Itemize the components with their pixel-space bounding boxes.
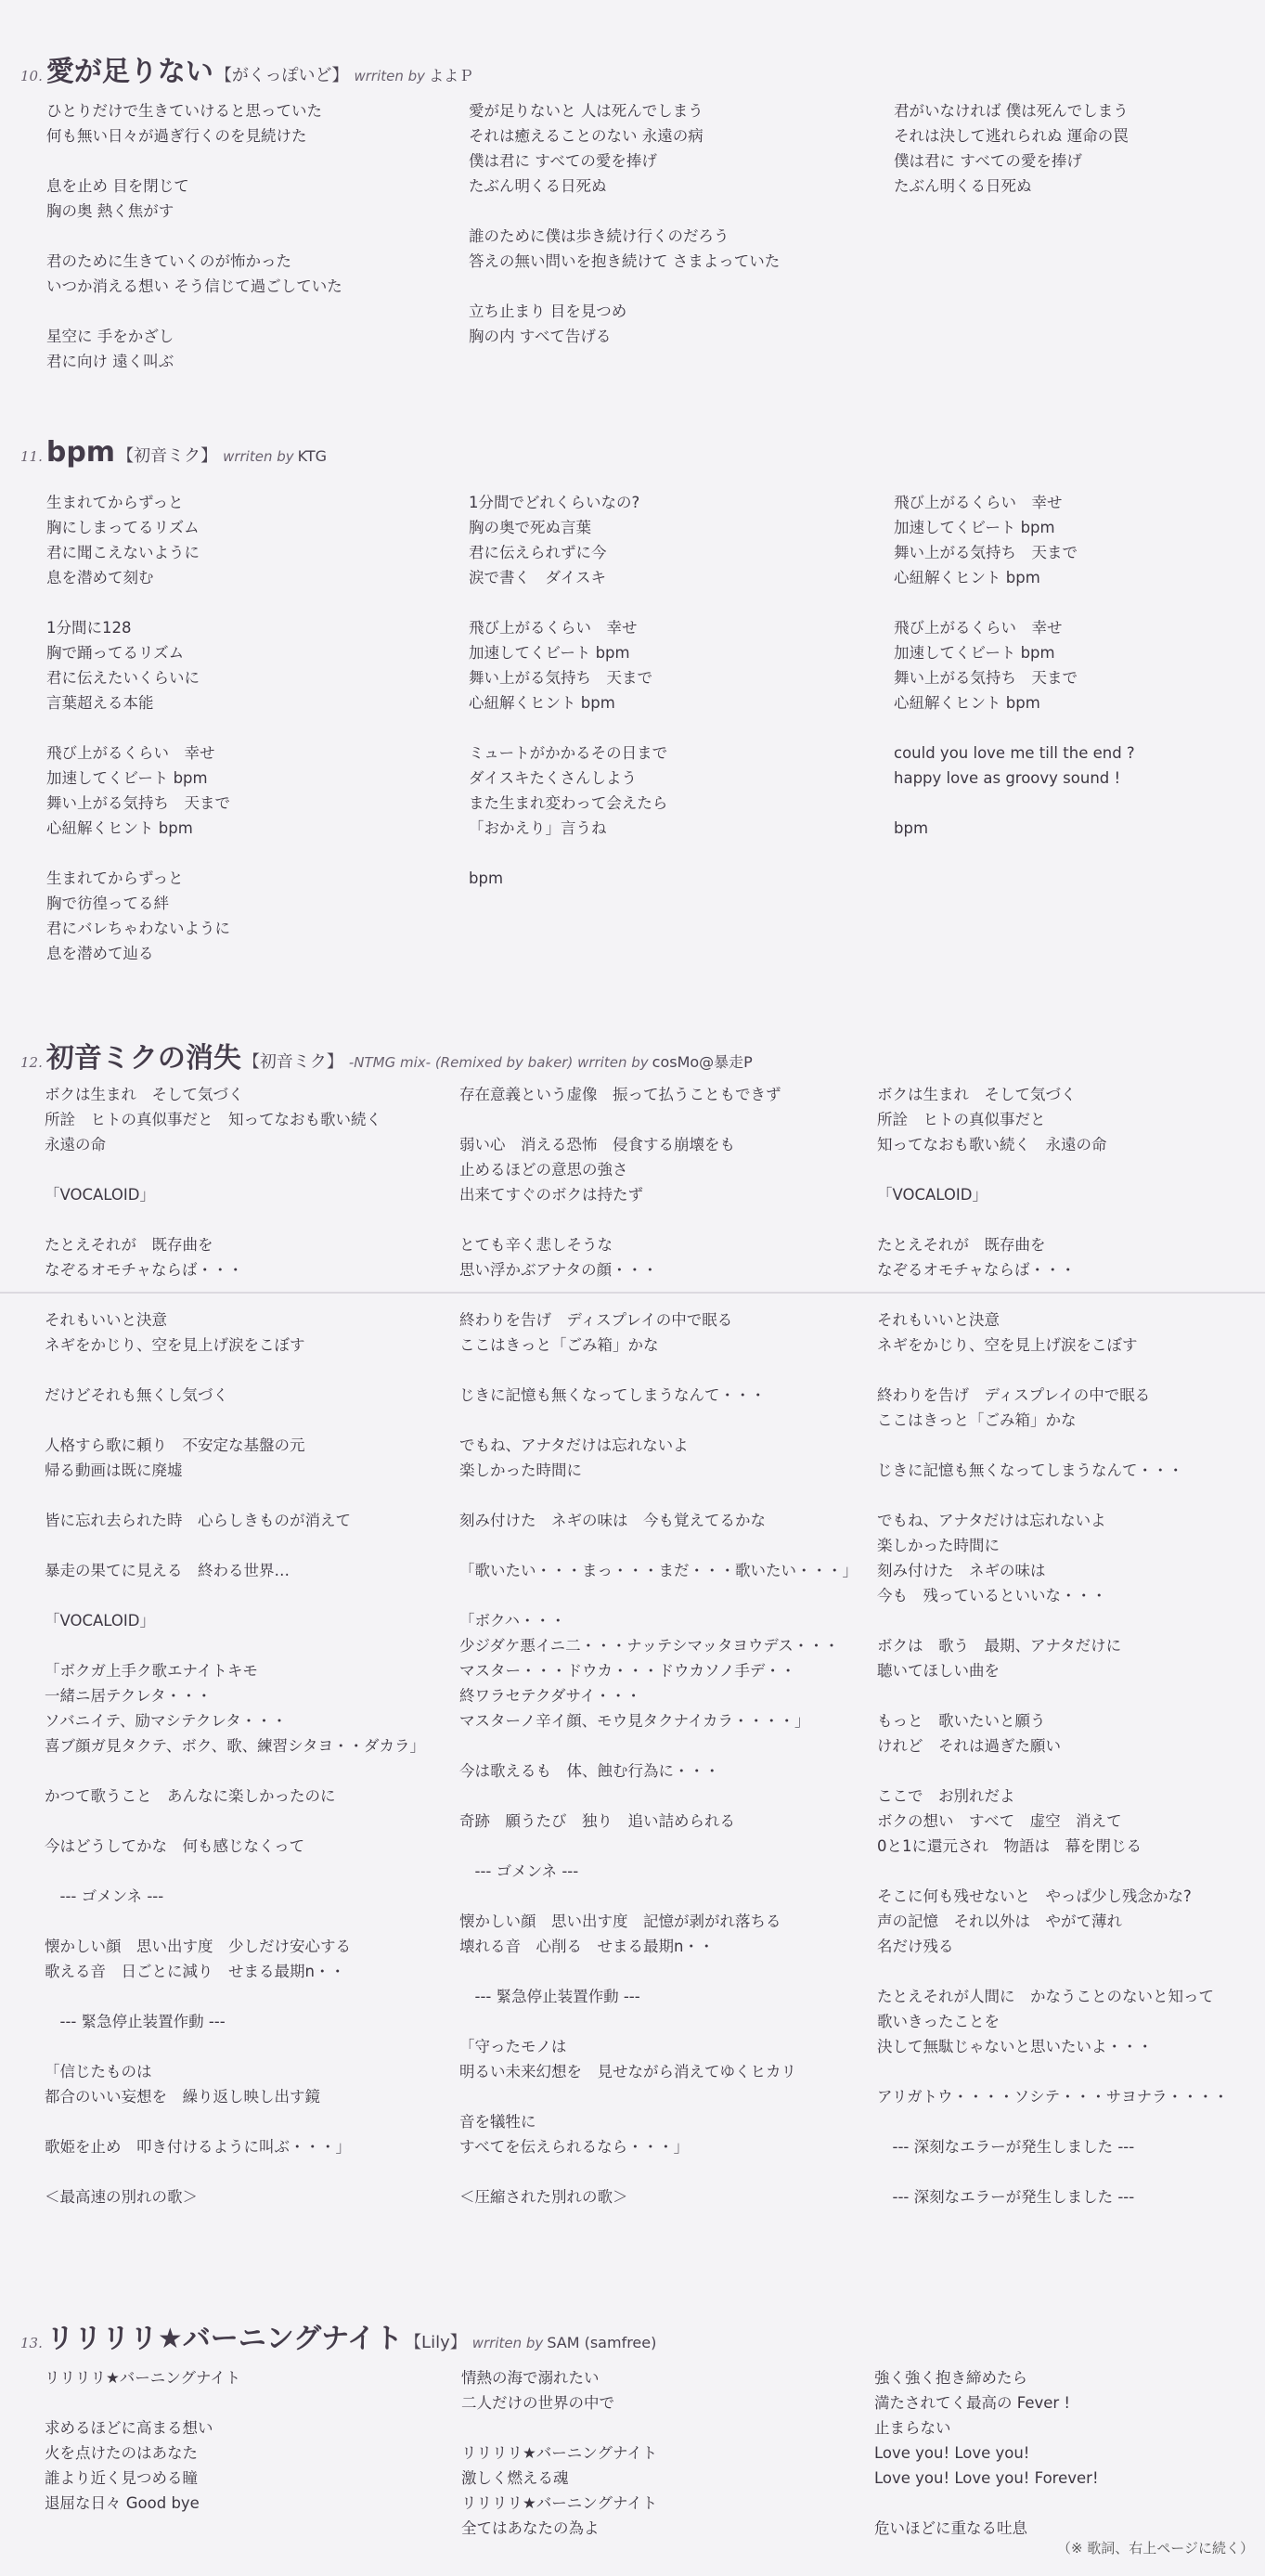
lyric-line [45, 1207, 458, 1232]
lyric-line: 弱い心 消える恐怖 侵食する崩壊をも [459, 1136, 735, 1153]
lyric-line: 君に伝えたいくらいに [46, 669, 200, 687]
lyric-line: 加速してくビート bpm [469, 644, 630, 662]
lyric-line: 退屈な日々 Good bye [45, 2494, 200, 2512]
lyric-line: 何も無い日々が過ぎ行くのを見続けた [46, 127, 307, 145]
song-header [20, 436, 327, 469]
lyric-line [45, 1282, 458, 1307]
lyric-line: 強く強く抱き締めたら [874, 2369, 1027, 2387]
lyric-line: たぶん明くる日死ぬ [894, 177, 1032, 195]
lyric-line [877, 2059, 1258, 2084]
song-header [20, 1035, 753, 1075]
lyric-line: 生まれてからずっと [46, 494, 184, 511]
lyric-line: 所詮 ヒトの真似事だと [877, 1111, 1046, 1128]
lyric-line: 答えの無い問いを抱き続けて さまよっていた [469, 252, 781, 270]
lyric-line [45, 1809, 458, 1834]
lyric-line [45, 1583, 458, 1608]
lyric-line: 1分間に128 [46, 619, 132, 637]
lyric-line: 歌姫を止め 叩き付けるように叫ぶ・・・」 [45, 2138, 351, 2156]
lyric-line: --- 深刻なエラーが発生しました --- [877, 2188, 1135, 2206]
lyric-line [46, 841, 455, 866]
lyric-line: たとえそれが人間に かなうことのないと知って [877, 1988, 1214, 2005]
vocaloid-tag: 【Lily】 [405, 2333, 467, 2352]
lyric-line [459, 1533, 877, 1558]
written-by-label: wrriten by [354, 68, 426, 84]
lyric-line: マスター・・・ドウカ・・・ドウカソノ手デ・・ [459, 1662, 796, 1680]
lyric-line [894, 715, 1256, 741]
lyric-line: 加速してくビート bpm [46, 769, 208, 787]
lyric-line: 火を点けたのはあなた [45, 2444, 198, 2462]
lyric-line: 所詮 ヒトの真似事だと 知ってなおも歌い続く [45, 1111, 381, 1128]
lyric-line [459, 1834, 877, 1859]
lyric-line: 今はどうしてかな 何も感じなくって [45, 1837, 305, 1855]
lyric-line: 暴走の果てに見える 終わる世界… [45, 1562, 290, 1579]
lyric-line: 求めるほどに高まる想い [45, 2419, 213, 2437]
lyric-line [877, 2159, 1258, 2184]
lyric-line [46, 299, 455, 324]
track-number: 10. [20, 68, 43, 84]
lyric-line: 「ボクガ上手ク歌エナイトキモ [45, 1662, 258, 1680]
lyric-line [45, 1758, 458, 1784]
lyric-line [45, 2390, 453, 2415]
lyric-line: Love you! Love you! [874, 2444, 1030, 2462]
lyrics-column-3 [894, 490, 1256, 841]
lyric-line: 満たされてく最高の Fever ! [874, 2394, 1071, 2412]
lyric-line: --- ゴメンネ --- [45, 1887, 164, 1905]
lyric-line [877, 1608, 1258, 1633]
lyric-line: ＜圧縮された別れの歌＞ [459, 2188, 628, 2206]
lyric-line: ボクは 歌う 最期、アナタだけに [877, 1637, 1122, 1655]
lyrics-column-2 [469, 490, 877, 891]
lyric-line: ミュートがかかるその日まで [469, 744, 668, 762]
lyric-line [874, 2491, 1246, 2516]
lyric-line [459, 2009, 877, 2034]
lyric-line [45, 1157, 458, 1182]
lyric-line: --- 深刻なエラーが発生しました --- [877, 2138, 1135, 2156]
lyric-line: アリガトウ・・・・ソシテ・・・サヨナラ・・・・ [877, 2088, 1229, 2106]
lyric-line: bpm [469, 869, 504, 887]
lyric-line: Love you! Love you! Forever! [874, 2469, 1099, 2487]
author: KTG [297, 447, 328, 465]
lyric-line: 「おかえり」言うね [469, 819, 607, 837]
lyric-line [461, 2415, 870, 2441]
lyric-line [46, 148, 455, 174]
lyrics-column-1 [45, 2365, 453, 2516]
lyric-line: 胸で踊ってるリズム [46, 644, 185, 662]
lyric-line [45, 2159, 458, 2184]
lyric-line: 心紐解くヒント bpm [894, 694, 1040, 712]
lyric-line: また生まれ変わって会えたら [469, 794, 668, 812]
lyrics-column-2 [459, 1082, 877, 2209]
lyric-line [469, 590, 877, 615]
lyric-line: 決して無駄じゃないと思いたいよ・・・ [877, 2038, 1153, 2055]
track-number: 12. [20, 1054, 43, 1071]
lyric-line [45, 1633, 458, 1658]
lyric-line: 胸の奥で死ぬ言葉 [469, 519, 591, 536]
lyric-line: 舞い上がる気持ち 天まで [894, 544, 1078, 561]
lyric-line: なぞるオモチャならば・・・ [45, 1261, 244, 1279]
lyric-line [469, 199, 877, 224]
lyric-line [459, 1483, 877, 1508]
lyric-line [877, 2109, 1258, 2134]
lyric-line: そこに何も残せないと やっぱ少し残念かな? [877, 1887, 1192, 1905]
lyric-line: 今も 残っているといいな・・・ [877, 1587, 1107, 1604]
lyric-line: 情熱の海で溺れたい [461, 2369, 600, 2387]
lyric-line: 刻み付けた ネギの味は 今も覚えてるかな [459, 1512, 766, 1529]
lyric-line: --- 緊急停止装置作動 --- [459, 1988, 640, 2005]
lyric-line [877, 1859, 1258, 1884]
lyric-line: 飛び上がるくらい 幸せ [46, 744, 215, 762]
lyric-line: 舞い上がる気持ち 天まで [469, 669, 652, 687]
lyric-line: 懐かしい顔 思い出す度 記憶が剥がれ落ちる [459, 1913, 781, 1930]
lyric-line: 少ジダケ悪イニ二・・・ナッテシマッタヨウデス・・・ [459, 1637, 840, 1655]
lyrics-column-1 [45, 1082, 458, 2209]
lyric-line: 星空に 手をかざし [46, 328, 174, 345]
lyric-line: ここはきっと「ごみ箱」かな [877, 1411, 1077, 1429]
lyric-line: 君に聞こえないように [46, 544, 200, 561]
vocaloid-tag: 【初音ミク】 [242, 1052, 343, 1072]
lyric-line: 刻み付けた ネギの味は [877, 1562, 1046, 1579]
lyric-line: 帰る動画は既に廃墟 [45, 1462, 183, 1479]
lyric-line: 飛び上がるくらい 幸せ [894, 619, 1063, 637]
lyric-line: 激しく燃える魂 [461, 2469, 569, 2487]
lyrics-column-2 [469, 98, 877, 349]
lyric-line: 舞い上がる気持ち 天まで [46, 794, 230, 812]
lyric-line: かつて歌うこと あんなに楽しかったのに [45, 1787, 336, 1805]
lyric-line: 終ワラセテクダサイ・・・ [459, 1687, 641, 1705]
lyric-line: 誰より近く見つめる瞳 [45, 2469, 198, 2487]
track-number: 13. [20, 2335, 43, 2351]
lyric-line: 楽しかった時間に [877, 1537, 1000, 1554]
lyric-line: 「VOCALOID」 [45, 1186, 155, 1204]
song-header [20, 2315, 656, 2356]
song-title: 愛が足りない [45, 56, 213, 88]
lyric-line [877, 1683, 1258, 1708]
lyric-line: ひとりだけで生きていけると思っていた [46, 102, 322, 120]
lyric-line: それもいいと決意 [877, 1311, 1000, 1329]
lyric-line [459, 1282, 877, 1307]
lyric-line: 加速してくビート bpm [894, 644, 1055, 662]
lyric-line: リリリリ★バーニングナイト [461, 2444, 658, 2462]
lyric-line: 終わりを告げ ディスプレイの中で眠る [459, 1311, 733, 1329]
lyric-line: 思い浮かぶアナタの顔・・・ [459, 1261, 658, 1279]
lyric-line: たとえそれが 既存曲を [45, 1236, 213, 1254]
author: よよＰ [429, 67, 474, 84]
lyric-line: ソバニイテ、励マシテクレタ・・・ [45, 1712, 288, 1730]
lyric-line: ネギをかじり、空を見上げ涙をこぼす [877, 1336, 1138, 1354]
lyric-line: --- 緊急停止装置作動 --- [45, 2013, 226, 2030]
lyric-line: 都合のいい妄想を 繰り返し映し出す鏡 [45, 2088, 320, 2106]
lyric-line: 息を潜めて刻む [46, 569, 154, 586]
lyric-line: 君のために生きていくのが怖かった [46, 252, 291, 270]
lyric-line: けれど それは過ぎた願い [877, 1737, 1061, 1755]
lyric-line: 胸にしまってるリズム [46, 519, 200, 536]
lyric-line: 心紐解くヒント bpm [469, 694, 615, 712]
lyric-line: 全てはあなたの為よ [461, 2519, 600, 2537]
lyric-line: --- ゴメンネ --- [459, 1862, 579, 1880]
lyric-line: それもいいと決意 [45, 1311, 167, 1329]
lyric-line: 胸で彷徨ってる絆 [46, 895, 169, 912]
lyric-line: could you love me till the end ? [894, 744, 1135, 762]
lyric-line: 名だけ残る [877, 1938, 954, 1955]
lyric-line [459, 1733, 877, 1758]
lyric-line: たぶん明くる日死ぬ [469, 177, 607, 195]
lyric-line [877, 1207, 1258, 1232]
lyric-line: 壊れる音 心削る せまる最期n・・ [459, 1938, 715, 1955]
lyric-line [894, 791, 1256, 816]
lyric-line [894, 590, 1256, 615]
lyric-line [459, 1884, 877, 1909]
lyric-line [459, 1959, 877, 1984]
lyric-line: 胸の奥 熱く焦がす [46, 202, 174, 220]
lyric-line [45, 1533, 458, 1558]
lyric-line: bpm [894, 819, 929, 837]
author: SAM (samfree) [547, 2334, 657, 2351]
lyric-line [459, 2159, 877, 2184]
lyric-line: 君にバレちゃわないように [46, 920, 230, 937]
vocaloid-tag: 【がくっぽいど】 [214, 66, 349, 85]
lyric-line: とても辛く悲しそうな [459, 1236, 613, 1254]
lyric-line: 聴いてほしい曲を [877, 1662, 1000, 1680]
lyric-line: 0と1に還元され 物語は 幕を閉じる [877, 1837, 1142, 1855]
song-title: リリリリ★バーニングナイト [45, 2323, 404, 2355]
song-title: bpm [45, 436, 116, 469]
lyric-line: 出来てすぐのボクは持たず [459, 1186, 643, 1204]
written-by-label: wrriten by [223, 448, 294, 465]
lyric-line: 喜ブ顔ガ見タクテ、ボク、歌、練習シタヨ・・ダカラ」 [45, 1737, 426, 1755]
lyric-line: 終わりを告げ ディスプレイの中で眠る [877, 1386, 1151, 1404]
lyric-line: 君がいなければ 僕は死んでしまう [894, 102, 1129, 120]
lyric-line: それは癒えることのない 永遠の病 [469, 127, 703, 145]
lyric-line: だけどそれも無くし気づく [45, 1386, 228, 1404]
lyric-line: 君に向け 遠く叫ぶ [46, 353, 174, 370]
lyric-line: ダイスキたくさんしよう [469, 769, 638, 787]
lyric-line: 胸の内 すべて告げる [469, 328, 612, 345]
lyric-line: 「VOCALOID」 [877, 1186, 987, 1204]
lyric-line: 二人だけの世界の中で [461, 2394, 614, 2412]
lyric-line: 楽しかった時間に [459, 1462, 582, 1479]
lyric-line: ボクの想い すべて 虚空 消えて [877, 1812, 1122, 1830]
lyric-line: 息を止め 目を閉じて [46, 177, 189, 195]
vocaloid-tag: 【初音ミク】 [117, 446, 218, 466]
lyric-line: happy love as groovy sound ! [894, 769, 1121, 787]
lyric-line: 懐かしい顔 思い出す度 少しだけ安心する [45, 1938, 351, 1955]
lyric-line: 君に伝えられずに今 [469, 544, 607, 561]
lyric-line [46, 715, 455, 741]
lyric-line: 生まれてからずっと [46, 869, 184, 887]
lyric-line: いつか消える想い そう信じて過ごしていた [46, 277, 342, 295]
lyric-line [45, 1483, 458, 1508]
lyric-line: 舞い上がる気持ち 天まで [894, 669, 1078, 687]
lyric-line [46, 590, 455, 615]
lyric-line: 心紐解くヒント bpm [894, 569, 1040, 586]
lyric-line: 歌いきったことを [877, 2013, 1000, 2030]
lyrics-column-3 [874, 2365, 1246, 2541]
lyric-line [877, 1959, 1258, 1984]
lyric-line [877, 1433, 1258, 1458]
lyric-line: 涙で書く ダイスキ [469, 569, 607, 586]
lyric-line: 息を潜めて辿る [46, 945, 154, 962]
track-number: 11. [20, 448, 43, 465]
lyric-line [459, 2084, 877, 2109]
lyric-line: 歌える音 日ごとに減り せまる最期n・・ [45, 1963, 345, 1980]
lyrics-column-1 [46, 490, 455, 966]
lyric-line: それは決して逃れられぬ 運命の罠 [894, 127, 1129, 145]
lyric-line [459, 1107, 877, 1132]
lyric-line: なぞるオモチャならば・・・ [877, 1261, 1077, 1279]
lyric-line [469, 841, 877, 866]
lyric-line [469, 715, 877, 741]
lyric-line [877, 1358, 1258, 1383]
lyric-line: 存在意義という虚像 振って払うこともできず [459, 1086, 781, 1103]
lyric-line: でもね、アナタだけは忘れないよ [877, 1512, 1106, 1529]
lyric-line: 止まらない [874, 2419, 951, 2437]
lyric-line [45, 2109, 458, 2134]
lyric-line [46, 224, 455, 249]
author: cosMo@暴走P [652, 1053, 753, 1071]
song-title: 初音ミクの消失 [45, 1042, 241, 1075]
lyric-line: リリリリ★バーニングナイト [461, 2494, 658, 2512]
lyric-line: 声の記憶 それ以外は やがて薄れ [877, 1913, 1122, 1930]
lyric-line [45, 1909, 458, 1934]
lyric-line: ここで お別れだよ [877, 1787, 1015, 1805]
lyric-line: 飛び上がるくらい 幸せ [469, 619, 638, 637]
lyrics-column-3 [877, 1082, 1258, 2209]
lyric-line: ＜最高速の別れの歌＞ [45, 2188, 198, 2206]
lyrics-column-1 [46, 98, 455, 374]
lyric-line: 「守ったモノは [459, 2038, 567, 2055]
lyric-line [877, 1483, 1258, 1508]
lyric-line: 「VOCALOID」 [45, 1612, 155, 1629]
lyric-line [459, 1358, 877, 1383]
lyric-line: ここはきっと「ごみ箱」かな [459, 1336, 659, 1354]
lyric-line: 言葉超える本能 [46, 694, 154, 712]
lyric-line [459, 1784, 877, 1809]
lyric-line: 「信じたものは [45, 2063, 152, 2080]
written-by-label: wrriten by [471, 2335, 544, 2351]
lyric-line: マスターノ辛イ顔、モウ見タクナイカラ・・・・」 [459, 1712, 810, 1730]
lyric-line: たとえそれが 既存曲を [877, 1236, 1046, 1254]
lyric-line [45, 1859, 458, 1884]
lyric-line: 加速してくビート bpm [894, 519, 1055, 536]
lyric-line: 皆に忘れ去られた時 心らしきものが消えて [45, 1512, 351, 1529]
lyric-line: 一緒ニ居テクレタ・・・ [45, 1687, 213, 1705]
lyric-line: 「歌いたい・・・まっ・・・まだ・・・歌いたい・・・」 [459, 1562, 858, 1579]
lyric-line: 愛が足りないと 人は死んでしまう [469, 102, 703, 120]
lyric-line: もっと 歌いたいと願う [877, 1712, 1046, 1730]
lyric-line: すべてを伝えられるなら・・・」 [459, 2138, 690, 2156]
lyric-line [45, 2034, 458, 2059]
lyric-line [459, 1207, 877, 1232]
lyric-line [877, 1157, 1258, 1182]
lyric-line: 奇跡 願うたび 独り 追い詰められる [459, 1812, 735, 1830]
lyric-line: リリリリ★バーニングナイト [45, 2369, 241, 2387]
lyric-line: 立ち止まり 目を見つめ [469, 303, 627, 320]
lyric-line: ネギをかじり、空を見上げ涙をこぼす [45, 1336, 305, 1354]
lyric-line: 明るい未来幻想を 見せながら消えてゆくヒカリ [459, 2063, 796, 2080]
lyric-line: 今は歌えるも 体、蝕む行為に・・・ [459, 1762, 720, 1780]
lyric-line: でもね、アナタだけは忘れないよ [459, 1436, 689, 1454]
lyric-line: 人格すら歌に頼り 不安定な基盤の元 [45, 1436, 305, 1454]
lyric-line [45, 1358, 458, 1383]
lyric-line: 僕は君に すべての愛を捧げ [894, 152, 1082, 170]
continuation-note: （※ 歌詞、右上ページに続く） [1056, 2540, 1254, 2557]
lyric-line: 心紐解くヒント bpm [46, 819, 193, 837]
lyric-line [877, 1758, 1258, 1784]
lyric-line: 飛び上がるくらい 幸せ [894, 494, 1063, 511]
lyric-line: じきに記憶も無くなってしまうなんて・・・ [877, 1462, 1183, 1479]
lyric-line [45, 1408, 458, 1433]
lyric-line: 誰のために僕は歩き続け行くのだろう [469, 227, 729, 245]
written-by-label: -NTMG mix- (Remixed by baker) wrriten by [348, 1054, 649, 1071]
lyric-line [45, 1984, 458, 2009]
lyric-line [459, 1408, 877, 1433]
lyric-line: じきに記憶も無くなってしまうなんて・・・ [459, 1386, 766, 1404]
lyric-line [459, 1583, 877, 1608]
lyric-line: ボクは生まれ そして気づく [877, 1086, 1077, 1103]
lyric-line: 危いほどに重なる吐息 [874, 2519, 1027, 2537]
lyrics-column-3 [894, 98, 1256, 199]
lyric-line [877, 1282, 1258, 1307]
lyric-line: 僕は君に すべての愛を捧げ [469, 152, 657, 170]
lyric-line: 永遠の命 [45, 1136, 106, 1153]
lyric-line: 知ってなおも歌い続く 永遠の命 [877, 1136, 1107, 1153]
lyric-line [469, 274, 877, 299]
lyric-line: 「ボクハ・・・ [459, 1612, 566, 1629]
lyric-line: 1分間でどれくらいなの? [469, 494, 640, 511]
song-header [20, 48, 473, 89]
lyrics-column-2 [461, 2365, 870, 2541]
lyric-line: 止めるほどの意思の強さ [459, 1161, 628, 1179]
lyric-line: 音を犠牲に [459, 2113, 536, 2131]
lyric-line: ボクは生まれ そして気づく [45, 1086, 244, 1103]
